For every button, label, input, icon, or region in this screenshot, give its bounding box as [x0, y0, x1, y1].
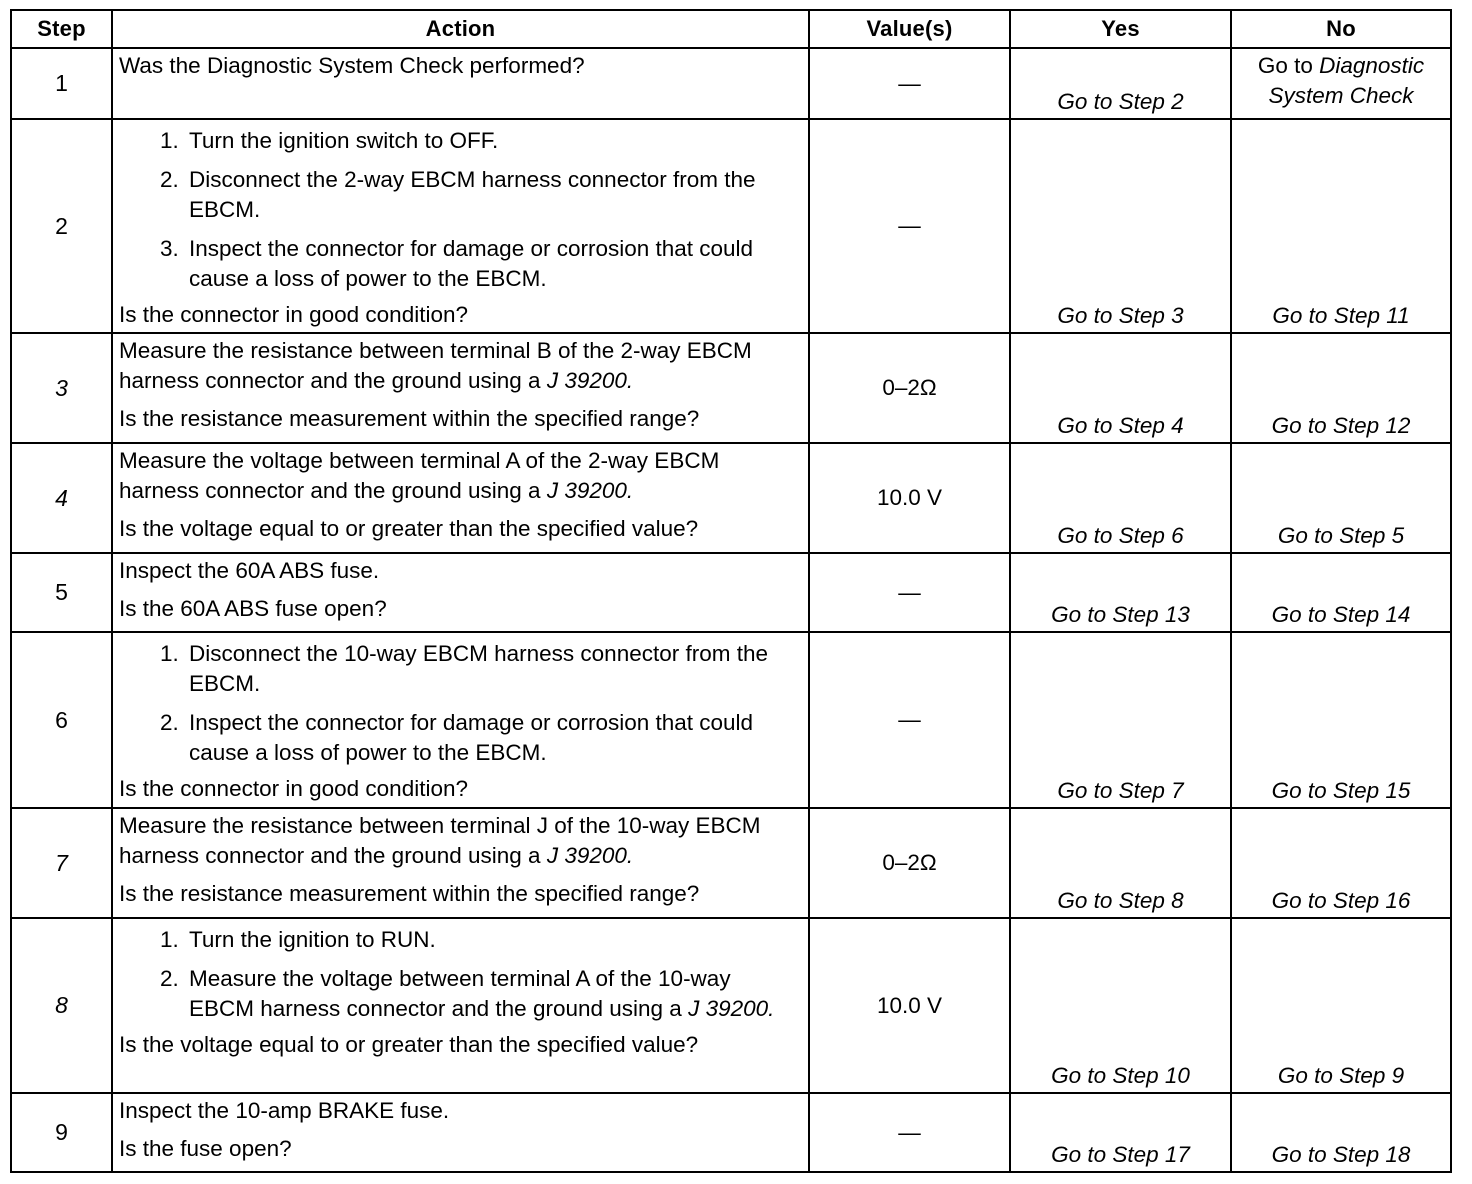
header-action: Action — [112, 10, 809, 48]
table-row — [11, 553, 1451, 632]
question-text: Is the fuse open? — [119, 1136, 292, 1161]
table-row — [11, 119, 1451, 333]
action-cell — [112, 443, 809, 553]
step-number: 4 — [11, 443, 112, 553]
value-cell: 10.0 V — [809, 918, 1010, 1093]
table-row — [11, 48, 1451, 119]
header-row — [11, 10, 1451, 48]
no-cell: Go to Step 14 — [1231, 553, 1451, 632]
no-cell: Go to Step 5 — [1231, 443, 1451, 553]
question-text: Is the resistance measurement within the specified range? — [119, 881, 700, 906]
yes-cell: Go to Step 4 — [1010, 333, 1231, 443]
yes-cell: Go to Step 10 — [1010, 918, 1231, 1093]
step-number: 8 — [11, 918, 112, 1093]
no-cell: Go to Step 16 — [1231, 808, 1451, 918]
header-no: No — [1231, 10, 1451, 48]
tool-name: J 39200. — [546, 843, 634, 868]
step-number: 5 — [11, 553, 112, 632]
action-text-main: Measure the resistance between terminal B of the 2-way EBCM harness connector and the ground using a — [119, 338, 752, 393]
action-text — [119, 446, 800, 506]
procedure-item: 1. Disconnect the 10-way EBCM harness connector from the EBCM. — [185, 639, 800, 699]
action-text: Inspect the 60A ABS fuse. — [119, 558, 380, 583]
value-cell: — — [809, 119, 1010, 333]
table-row — [11, 1093, 1451, 1172]
no-cell: Go to Step 12 — [1231, 333, 1451, 443]
procedure-item: 1. Turn the ignition to RUN. — [185, 925, 800, 955]
no-cell: Go to Step 11 — [1231, 119, 1451, 333]
tool-name: J 39200. — [688, 996, 775, 1021]
question-text: Is the voltage equal to or greater than the specified value? — [119, 1032, 699, 1057]
tool-name: J 39200. — [546, 368, 634, 393]
procedure-item-text: Measure the voltage between terminal A of the 10-way EBCM harness connector and the ground using a — [189, 966, 731, 1021]
yes-cell: Go to Step 17 — [1010, 1093, 1231, 1172]
action-cell — [112, 333, 809, 443]
table-row — [11, 333, 1451, 443]
no-cell: Go to Step 15 — [1231, 632, 1451, 808]
step-number: 7 — [11, 808, 112, 918]
yes-cell: Go to Step 3 — [1010, 119, 1231, 333]
action-text — [119, 336, 800, 396]
value-cell: — — [809, 48, 1010, 119]
value-cell: 0–2Ω — [809, 333, 1010, 443]
step-number: 2 — [11, 119, 112, 333]
action-text-main: Measure the resistance between terminal J of the 10-way EBCM harness connector and the ground using a — [119, 813, 761, 868]
value-cell: — — [809, 632, 1010, 808]
table-row — [11, 443, 1451, 553]
action-cell — [112, 632, 809, 808]
header-value: Value(s) — [809, 10, 1010, 48]
tool-name: J 39200. — [546, 478, 634, 503]
yes-cell: Go to Step 7 — [1010, 632, 1231, 808]
value-cell: 0–2Ω — [809, 808, 1010, 918]
yes-cell: Go to Step 6 — [1010, 443, 1231, 553]
value-cell: — — [809, 553, 1010, 632]
procedure-list — [119, 126, 800, 294]
action-cell — [112, 48, 809, 119]
action-text-main: Measure the voltage between terminal A of the 2-way EBCM harness connector and the ground using a — [119, 448, 720, 503]
no-cell: Go to Step 9 — [1231, 918, 1451, 1093]
step-number: 1 — [11, 48, 112, 119]
no-prefix: Go to — [1257, 53, 1313, 78]
procedure-list — [119, 925, 800, 1024]
procedure-item: 3. Inspect the connector for damage or corrosion that could cause a loss of power to the EBCM. — [185, 234, 800, 294]
action-text — [119, 811, 800, 871]
yes-cell: Go to Step 13 — [1010, 553, 1231, 632]
question-text: Is the connector in good condition? — [119, 302, 468, 327]
table-row — [11, 918, 1451, 1093]
table-row — [11, 632, 1451, 808]
step-number: 6 — [11, 632, 112, 808]
header-step: Step — [11, 10, 112, 48]
header-yes: Yes — [1010, 10, 1231, 48]
value-cell: — — [809, 1093, 1010, 1172]
procedure-item: 1. Turn the ignition switch to OFF. — [185, 126, 800, 156]
step-number: 3 — [11, 333, 112, 443]
yes-cell: Go to Step 8 — [1010, 808, 1231, 918]
question-text: Is the voltage equal to or greater than the specified value? — [119, 516, 699, 541]
question-text: Is the resistance measurement within the specified range? — [119, 406, 700, 431]
step-number: 9 — [11, 1093, 112, 1172]
procedure-list — [119, 639, 800, 768]
action-cell — [112, 119, 809, 333]
no-link-text: Diagnostic System Check — [1268, 53, 1425, 108]
no-cell — [1231, 48, 1451, 119]
question-text: Is the connector in good condition? — [119, 776, 468, 801]
action-text: Was the Diagnostic System Check performed? — [119, 53, 585, 78]
action-cell — [112, 553, 809, 632]
question-text: Is the 60A ABS fuse open? — [119, 596, 387, 621]
action-text: Inspect the 10-amp BRAKE fuse. — [119, 1098, 450, 1123]
yes-cell: Go to Step 2 — [1010, 48, 1231, 119]
value-cell: 10.0 V — [809, 443, 1010, 553]
procedure-item: 2. Disconnect the 2-way EBCM harness connector from the EBCM. — [185, 165, 800, 225]
procedure-item: 2. Inspect the connector for damage or corrosion that could cause a loss of power to the EBCM. — [185, 708, 800, 768]
action-cell — [112, 808, 809, 918]
diagnostic-table — [10, 9, 1452, 1173]
no-cell: Go to Step 18 — [1231, 1093, 1451, 1172]
action-cell — [112, 1093, 809, 1172]
table-row — [11, 808, 1451, 918]
procedure-item — [185, 964, 800, 1024]
action-cell — [112, 918, 809, 1093]
